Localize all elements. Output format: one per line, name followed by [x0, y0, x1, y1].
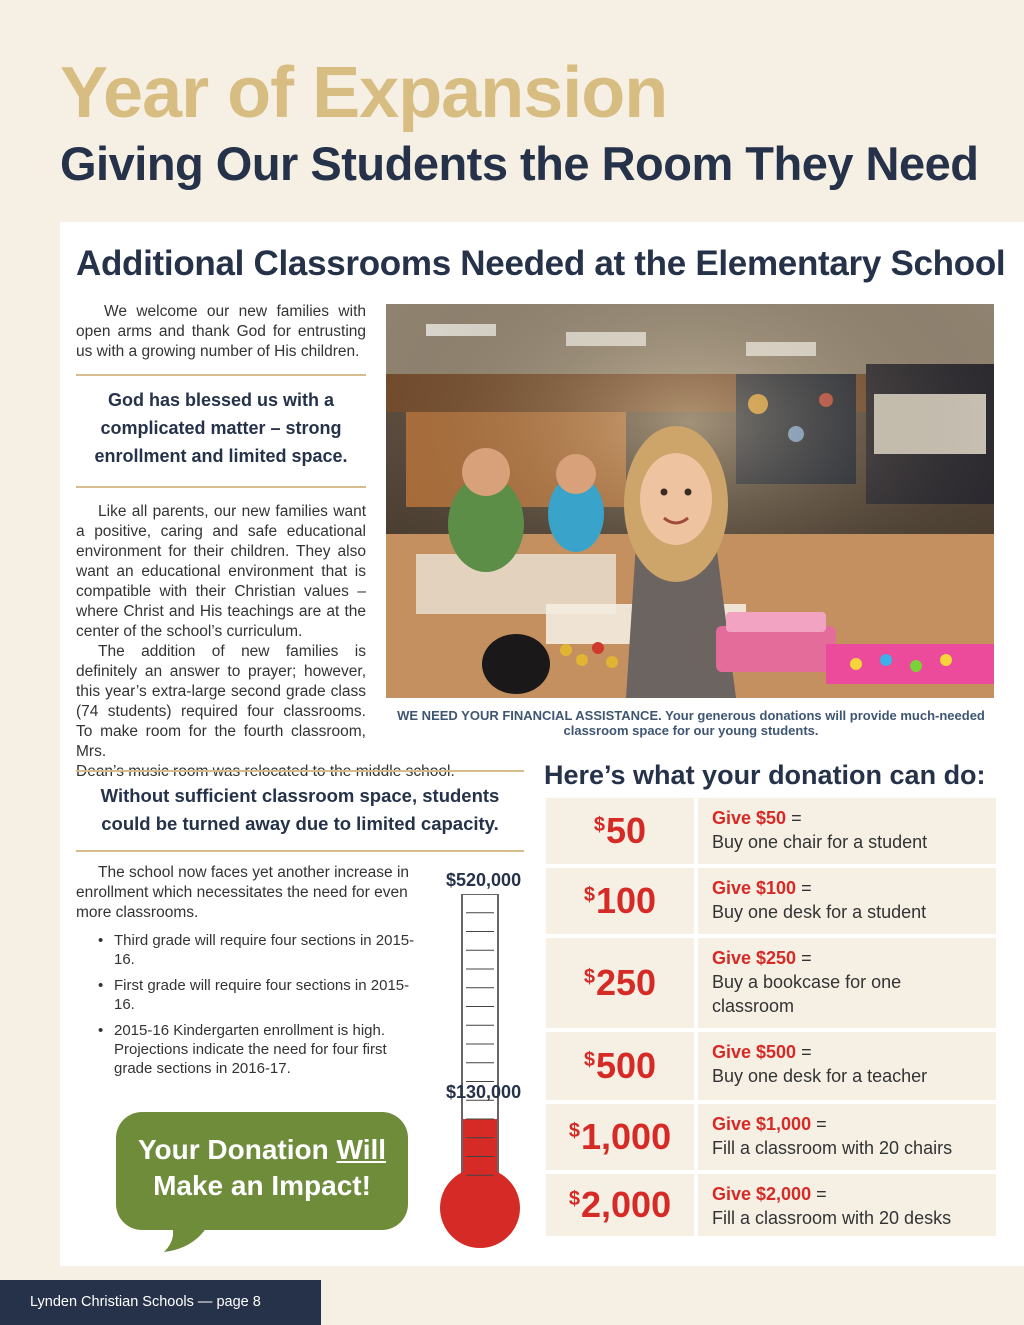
donation-amount: [546, 938, 694, 1028]
donation-row: [546, 868, 996, 934]
donation-amount: [546, 868, 694, 934]
donation-row: [546, 1104, 996, 1170]
donation-row: [546, 1174, 996, 1236]
currency-symbol: $: [583, 1048, 596, 1071]
bubble-text: Your Donation: [137, 1134, 337, 1165]
amount-value: 1,000: [581, 1116, 672, 1157]
donation-speech-bubble: [116, 1112, 408, 1230]
list-item: • 2015-16 Kindergarten enrollment is high. Projections indicate the need for four first grade sections in 2016-17.: [76, 1021, 420, 1078]
currency-symbol: $: [583, 883, 596, 906]
donation-benefit: Buy a bookcase for one classroom: [712, 972, 902, 1016]
donation-description: [698, 868, 996, 934]
donation-description: [698, 938, 996, 1028]
caption-text: Your generous donations will provide much-needed classroom space for our young students.: [563, 708, 985, 738]
bubble-emphasis: Will: [336, 1134, 387, 1165]
enrollment-section: [76, 863, 420, 1085]
donation-description: [698, 1032, 996, 1100]
divider: [76, 486, 366, 488]
divider: [76, 770, 524, 772]
list-item: • First grade will require four sections in 2015-16.: [76, 976, 420, 1014]
donation-give: Give $500 =: [712, 1042, 812, 1062]
body-paragraphs: [76, 502, 366, 782]
divider: [76, 850, 524, 852]
enrollment-list: [76, 931, 420, 1078]
currency-symbol: $: [583, 965, 596, 988]
page-title: Year of Expansion: [60, 53, 668, 133]
paragraph-prayer: The addition of new families is definitely an answer to prayer; however, this year’s extra-large second grade class (74 students) required four classrooms. To make room for the fourth classroom, Mrs.: [76, 643, 366, 760]
donation-benefit: Buy one desk for a student: [712, 902, 927, 922]
currency-symbol: $: [568, 1187, 581, 1210]
bubble-line-1: [116, 1132, 408, 1168]
donation-row: [546, 798, 996, 864]
donation-benefit: Fill a classroom with 20 desks: [712, 1208, 952, 1228]
donation-row: [546, 938, 996, 1028]
paragraph-parents: Like all parents, our new families want a positive, caring and safe educational environment for their children. They also want an educational environment that is compatible with their Christian values – where Christ and His teachings are at the center of the school’s curriculum.: [76, 503, 366, 640]
donation-description: [698, 798, 996, 864]
photo-caption: [396, 708, 986, 738]
content-panel: [60, 222, 1024, 1266]
amount-value: 500: [596, 1045, 657, 1086]
classroom-photo-illustration: [386, 304, 994, 698]
fundraising-thermometer: [440, 894, 530, 1254]
donation-benefit: Fill a classroom with 20 chairs: [712, 1138, 953, 1158]
currency-symbol: $: [593, 813, 606, 836]
pullquote-blessed: God has blessed us with a complicated matter – strong enrollment and limited space.: [94, 390, 348, 466]
donation-give: Give $1,000 =: [712, 1114, 827, 1134]
donation-description: [698, 1174, 996, 1236]
paragraph-music-room: [76, 762, 457, 782]
divider: [76, 374, 366, 376]
caption-bold: WE NEED YOUR FINANCIAL ASSISTANCE.: [397, 708, 662, 723]
bubble-tail: [158, 1218, 218, 1258]
donation-benefit: Buy one chair for a student: [712, 832, 928, 852]
donation-benefit: Buy one desk for a teacher: [712, 1066, 928, 1086]
donation-give: Give $50 =: [712, 808, 802, 828]
bubble-line-2: Make an Impact!: [153, 1170, 371, 1201]
page-subtitle: Giving Our Students the Room They Need: [60, 137, 979, 190]
currency-symbol: $: [568, 1119, 581, 1142]
intro-paragraph: We welcome our new families with open arms and thank God for entrusting us with a growing number of His children.: [76, 303, 366, 360]
donation-description: [698, 1104, 996, 1170]
thermometer-current-label: $130,000: [446, 1082, 522, 1102]
donation-give: Give $2,000 =: [712, 1184, 827, 1204]
donation-row: [546, 1032, 996, 1100]
donation-amount: [546, 1104, 694, 1170]
donation-amount: [546, 798, 694, 864]
donation-give: Give $250 =: [712, 948, 812, 968]
donation-heading: Here’s what your donation can do:: [544, 760, 986, 790]
paragraph-enrollment: The school now faces yet another increase in enrollment which necessitates the need for even more classrooms.: [76, 864, 410, 921]
donation-give: Give $100 =: [712, 878, 812, 898]
amount-value: 100: [596, 880, 657, 921]
classroom-photo: [386, 304, 994, 698]
thermometer-goal-label: $520,000: [446, 870, 522, 890]
page-footer: Lynden Christian Schools — page 8: [0, 1280, 321, 1325]
amount-value: 2,000: [581, 1184, 672, 1225]
donation-amount: [546, 1032, 694, 1100]
donation-table: [546, 798, 996, 1240]
section-heading: Additional Classrooms Needed at the Elementary School: [76, 244, 1006, 283]
pullquote-capacity: Without sufficient classroom space, students could be turned away due to limited capacity.: [100, 785, 500, 834]
amount-value: 50: [606, 810, 647, 851]
list-item: • Third grade will require four sections in 2015-16.: [76, 931, 420, 969]
amount-value: 250: [596, 962, 657, 1003]
thermometer-bulb: [440, 1168, 520, 1248]
donation-amount: [546, 1174, 694, 1236]
